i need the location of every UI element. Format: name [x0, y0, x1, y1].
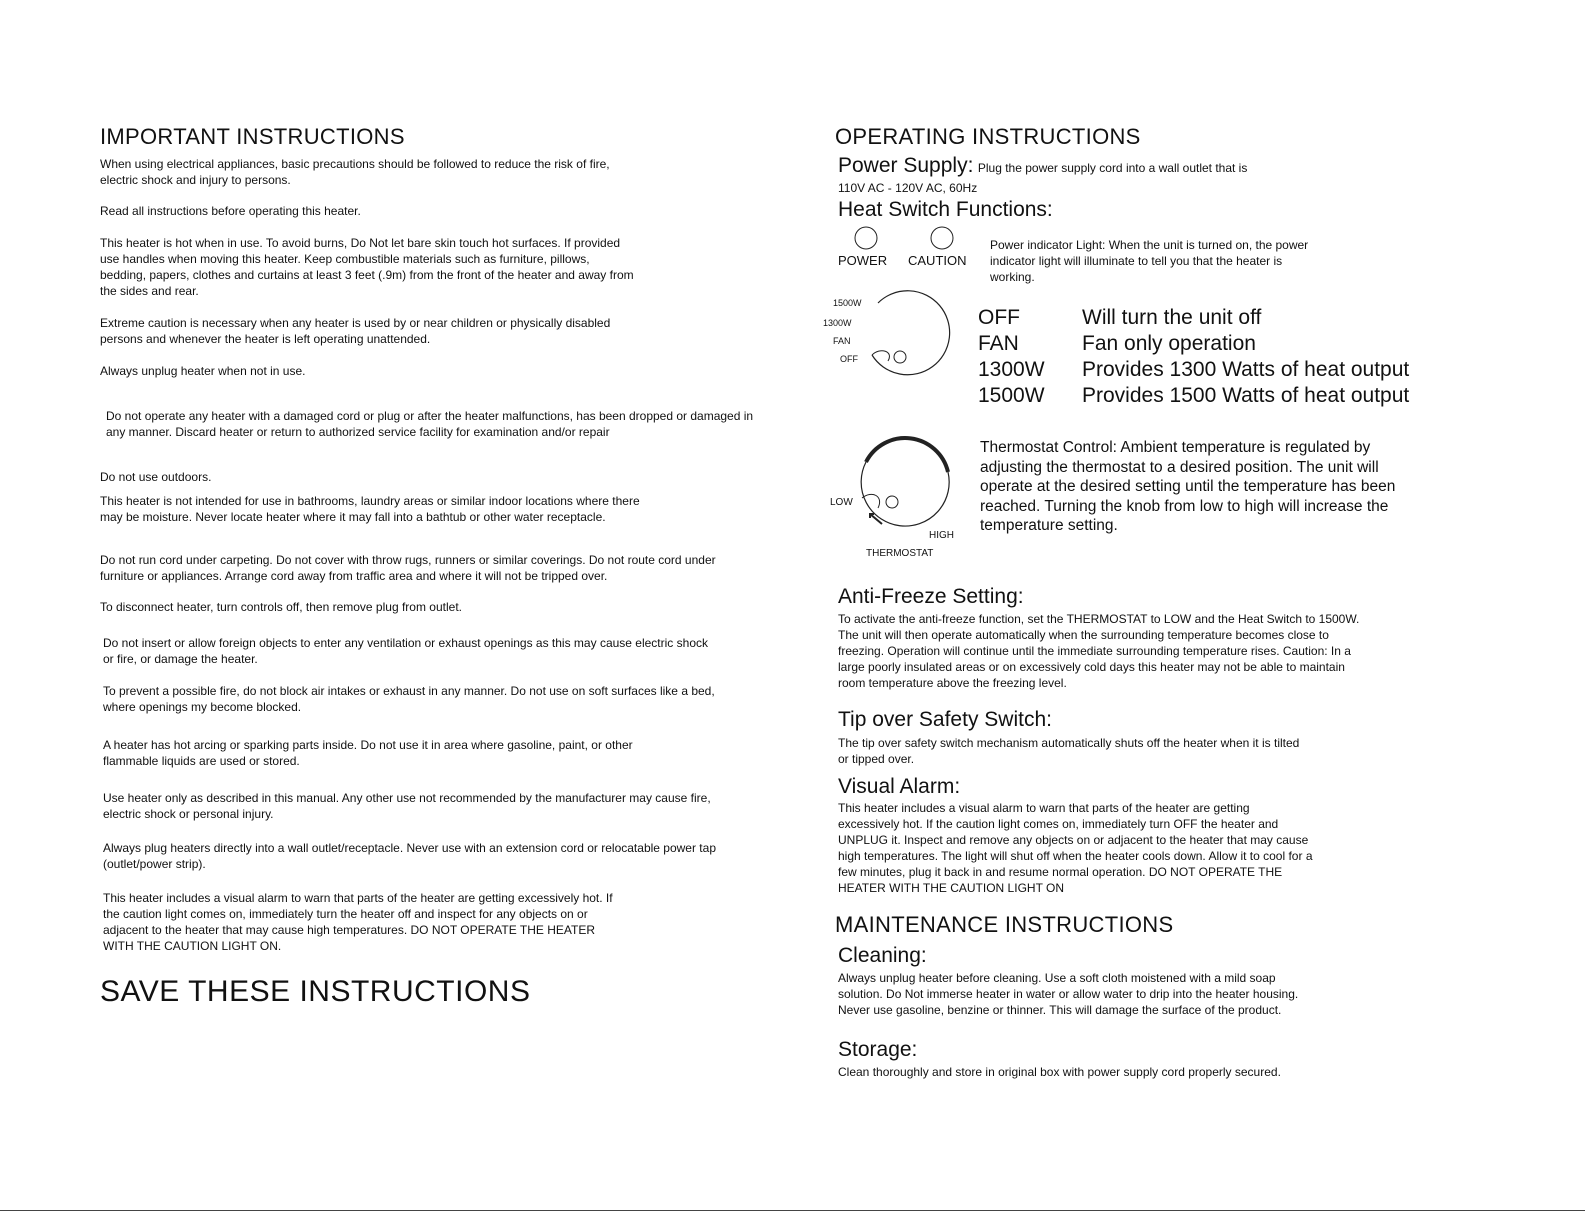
- read-instructions-paragraph: Read all instructions before operating this heater.: [100, 204, 361, 218]
- manual-use-paragraph: Use heater only as described in this manual. Any other use not recommended by the manufacturer may cause fire, electric shock or personal injury.: [103, 791, 711, 821]
- arcing-parts-paragraph: A heater has hot arcing or sparking parts inside. Do not use it in area where gasoline, paint, or other flammable liquids are used or stored.: [103, 738, 633, 768]
- visual-alarm-left-paragraph: This heater includes a visual alarm to warn that parts of the heater are getting excessively hot. If the caution light comes on, immediately turn the heater off and inspect for any objects on or adjacent to the heater that may cause high temperatures. DO NOT OPERATE THE HEATER WITH THE CAUTION LIGHT ON.: [103, 891, 613, 953]
- knob-label-fan: FAN: [833, 336, 851, 346]
- power-indicator-text: Power indicator Light: When the unit is turned on, the power indicator light will illuminate to tell you that the heater is working.: [990, 238, 1309, 284]
- heat-switch-heading: Heat Switch Functions:: [838, 198, 1053, 221]
- setting-description: Will turn the unit off: [1082, 306, 1262, 329]
- cleaning-text: Always unplug heater before cleaning. Use a soft cloth moistened with a mild soap solution. Do Not immerse heater in water or allow water to drip into the heater housing. Never use gasoline, benzine or thinner. This will damage the surface of the product.: [838, 971, 1299, 1017]
- tip-over-heading: Tip over Safety Switch:: [838, 708, 1052, 731]
- voltage-spec: 110V AC - 120V AC, 60Hz: [838, 181, 978, 195]
- visual-alarm-heading: Visual Alarm:: [838, 775, 961, 798]
- caution-label: CAUTION: [908, 253, 967, 268]
- thermostat-control-text: Thermostat Control: Ambient temperature is regulated by adjusting the thermostat to a desired position. The unit will operate at the desired setting until the temperature has been reached. Turning the knob from low to high will increase the temperature setting.: [980, 439, 1396, 534]
- damaged-cord-paragraph: Do not operate any heater with a damaged cord or plug or after the heater malfunctions, has been dropped or damaged in any manner. Discard heater or return to authorized service facility for examination and/or repair: [106, 409, 754, 439]
- power-label: POWER: [838, 253, 888, 268]
- anti-freeze-heading: Anti-Freeze Setting:: [838, 585, 1024, 608]
- visual-alarm-text: This heater includes a visual alarm to warn that parts of the heater are getting excessively hot. If the caution light comes on, immediately turn OFF the heater and UNPLUG it. Inspect and remove any objects on or adjacent to the heater that may cause high temperatures. The light will shut off when the heater cools down. Allow it to cool for a few minutes, plug it back in and resume normal operation. DO NOT OPERATE THE HEATER WITH THE CAUTION LIGHT ON: [838, 801, 1313, 895]
- switch-settings-table: [978, 305, 1448, 409]
- thermostat-high-label: HIGH: [929, 530, 954, 541]
- switch-row-1500w: [978, 383, 1448, 409]
- switch-row-off: [978, 305, 1448, 331]
- tip-over-text: The tip over safety switch mechanism automatically shuts off the heater when it is tilted or tipped over.: [838, 736, 1300, 766]
- important-instructions-title: IMPORTANT INSTRUCTIONS: [100, 124, 405, 149]
- cord-paragraph: Do not run cord under carpeting. Do not cover with throw rugs, runners or similar coverings. Do not route cord under furniture or appliances. Arrange cord away from traffic area and where it will not be tripped over.: [100, 553, 716, 583]
- caution-light-icon: [931, 227, 953, 249]
- disconnect-paragraph: To disconnect heater, turn controls off, then remove plug from outlet.: [100, 600, 462, 614]
- power-supply-heading: Power Supply:: [838, 154, 974, 177]
- setting-description: Fan only operation: [1082, 332, 1256, 355]
- bathroom-paragraph: This heater is not intended for use in bathrooms, laundry areas or similar indoor locations where there may be moisture. Never locate heater where it may fall into a bathtub or other water receptacle.: [100, 494, 640, 524]
- knob-label-off: OFF: [840, 354, 858, 364]
- storage-text: Clean thoroughly and store in original box with power supply cord properly secured.: [838, 1065, 1281, 1079]
- knob-label-1300w: 1300W: [823, 318, 852, 328]
- page-bottom-rule: [0, 1210, 1585, 1211]
- switch-row-fan: [978, 331, 1448, 357]
- intro-paragraph: When using electrical appliances, basic precautions should be followed to reduce the risk of fire, electric shock and injury to persons.: [100, 157, 610, 187]
- heat-switch-knob-icon: [860, 285, 960, 385]
- anti-freeze-text: To activate the anti-freeze function, set the THERMOSTAT to LOW and the Heat Switch to 1500W. The unit will then operate automatically when the surrounding temperature becomes close to freezing. Operation will continue until the immediate surrounding temperature rises. Caution: In a large poorly insulated areas or on excessively cold days this heater may not be able to maintain room temperature above the freezing level.: [838, 612, 1360, 690]
- setting-name: OFF: [978, 306, 1020, 329]
- children-caution-paragraph: Extreme caution is necessary when any heater is used by or near children or physically disabled persons and whenever the heater is left operating unattended.: [100, 316, 611, 346]
- switch-row-1300w: [978, 357, 1448, 383]
- power-light-icon: [855, 227, 877, 249]
- setting-description: Provides 1300 Watts of heat output: [1082, 358, 1410, 381]
- maintenance-instructions-title: MAINTENANCE INSTRUCTIONS: [835, 912, 1174, 937]
- power-supply-text: Plug the power supply cord into a wall outlet that is: [977, 161, 1248, 175]
- thermostat-low-label: LOW: [830, 497, 853, 508]
- setting-name: FAN: [978, 332, 1019, 355]
- storage-heading: Storage:: [838, 1038, 918, 1061]
- indicator-lights: [850, 226, 970, 256]
- air-intakes-paragraph: To prevent a possible fire, do not block air intakes or exhaust in any manner. Do not use on soft surfaces like a bed, where openings my become blocked.: [103, 684, 715, 714]
- hot-surface-paragraph: This heater is hot when in use. To avoid burns, Do Not let bare skin touch hot surfaces. If provided use handles when moving this heater. Keep combustible materials such as furniture, pillows, bedding, papers, clothes and curtains at least 3 feet (.9m) from the front of the heater and away from the sides and rear.: [100, 236, 634, 298]
- power-supply-section: [838, 154, 1458, 178]
- setting-name: 1500W: [978, 384, 1045, 407]
- setting-description: Provides 1500 Watts of heat output: [1082, 384, 1410, 407]
- thermostat-label: THERMOSTAT: [866, 548, 934, 559]
- foreign-objects-paragraph: Do not insert or allow foreign objects to enter any ventilation or exhaust openings as this may cause electric shock or fire, or damage the heater.: [103, 636, 708, 666]
- setting-name: 1300W: [978, 358, 1045, 381]
- knob-label-1500w: 1500W: [833, 298, 862, 308]
- wall-outlet-paragraph: Always plug heaters directly into a wall outlet/receptacle. Never use with an extension cord or relocatable power tap (outlet/power strip).: [103, 841, 716, 871]
- save-instructions-heading: SAVE THESE INSTRUCTIONS: [100, 975, 531, 1008]
- operating-instructions-title: OPERATING INSTRUCTIONS: [835, 124, 1141, 149]
- unplug-paragraph: Always unplug heater when not in use.: [100, 364, 306, 378]
- outdoors-paragraph: Do not use outdoors.: [100, 470, 212, 484]
- cleaning-heading: Cleaning:: [838, 944, 927, 967]
- thermostat-knob-icon: [848, 422, 958, 532]
